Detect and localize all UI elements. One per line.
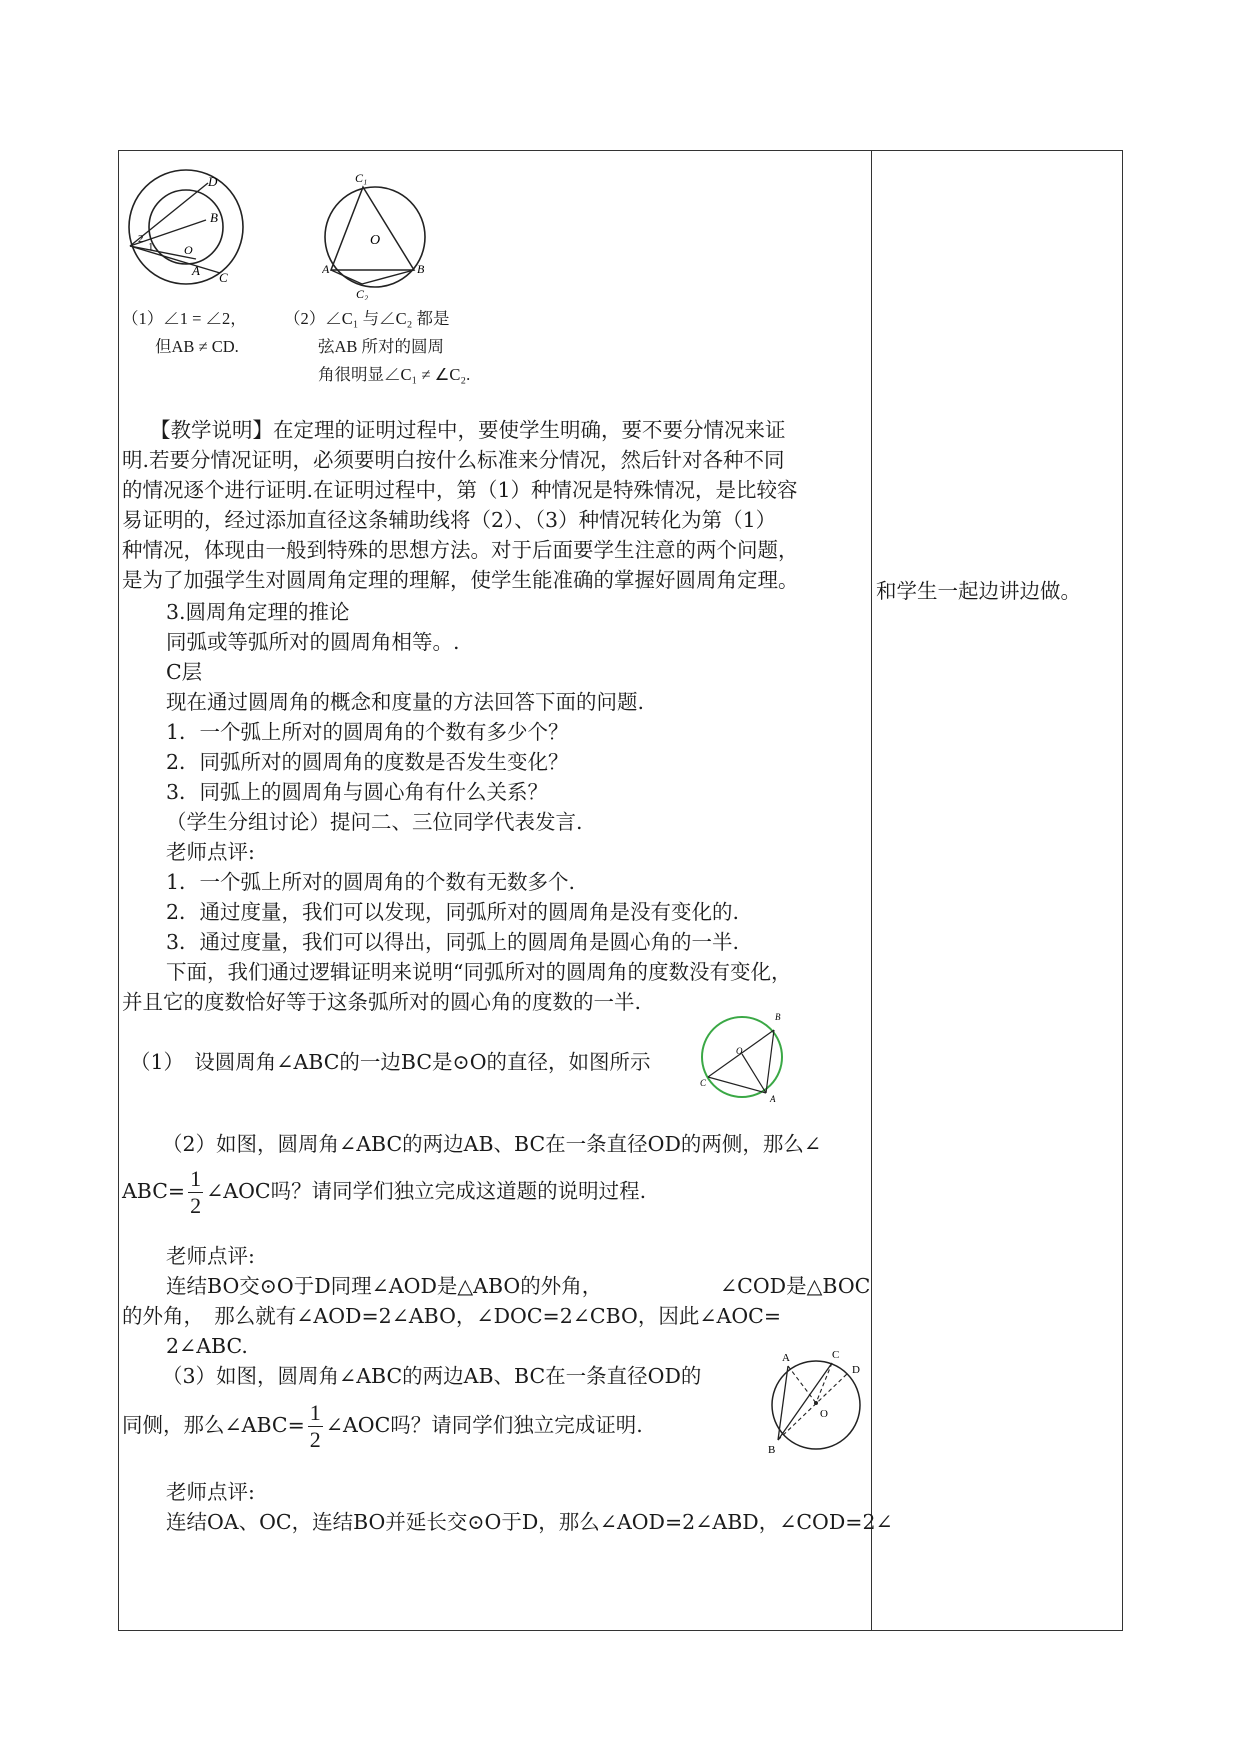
question-2: 2．同弧所对的圆周角的度数是否发生变化？ bbox=[166, 750, 569, 774]
discussion-note: （学生分组讨论）提问二、三位同学代表发言. bbox=[166, 810, 583, 834]
side-column-note: 和学生一起边讲边做。 bbox=[876, 579, 1081, 603]
question-3: 3．同弧上的圆周角与圆心角有什么关系？ bbox=[166, 780, 549, 804]
figure-same-side-case bbox=[762, 1345, 870, 1457]
case-3-proof-1: 连结OA、OC，连结BO并延长交⊙O于D，那么∠AOD=2∠ABD，∠COD=2∠ bbox=[166, 1510, 893, 1534]
formula-abc-2: 同侧，那么∠ABC= bbox=[122, 1413, 305, 1437]
fig4-label-a: A bbox=[782, 1352, 790, 1364]
level-label: C层 bbox=[166, 660, 203, 684]
answer-2: 2．通过度量，我们可以发现，同弧所对的圆周角是没有变化的. bbox=[166, 900, 740, 924]
case-1-text: （1） 设圆周角∠ABC的一边BC是⊙O的直径，如图所示 bbox=[130, 1050, 651, 1074]
fig4-label-b: B bbox=[768, 1444, 776, 1456]
fraction-numerator: 1 bbox=[190, 1166, 202, 1191]
teacher-comment-1: 老师点评: bbox=[166, 840, 255, 864]
case-2-proof-1a: 连结BO交⊙O于D同理∠AOD是△ABO的外角， bbox=[166, 1274, 603, 1298]
teacher-comment-3: 老师点评: bbox=[166, 1480, 255, 1504]
fig2-label-b: B bbox=[417, 262, 425, 276]
para-line-3: 的情况逐个进行证明.在证明过程中，第（1）种情况是特殊情况，是比较容 bbox=[122, 478, 798, 502]
fig2-caption-2: 弦AB 所对的圆周 bbox=[318, 337, 445, 356]
para-line-1: 【教学说明】在定理的证明过程中，要使学生明确，要不要分情况来证 bbox=[150, 418, 786, 442]
fig1-label-b: B bbox=[210, 210, 218, 225]
para-line-4: 易证明的，经过添加直径这条辅助线将（2）、（3）种情况转化为第（1） bbox=[122, 508, 777, 532]
case-3-text: （3）如图，圆周角∠ABC的两边AB、BC在一条直径OD的 bbox=[162, 1364, 702, 1388]
fig3-label-a: A bbox=[770, 1094, 776, 1104]
proof-intro-2: 并且它的度数恰好等于这条弧所对的圆心角的度数的一半. bbox=[122, 990, 642, 1014]
case-2-text: （2）如图，圆周角∠ABC的两边AB、BC在一条直径OD的两侧，那么∠ bbox=[162, 1132, 822, 1156]
proof-intro-1: 下面，我们通过逻辑证明来说明“同弧所对的圆周角的度数没有变化， bbox=[166, 960, 792, 984]
question-intro: 现在通过圆周角的概念和度量的方法回答下面的问题. bbox=[166, 690, 645, 714]
fig4-label-c: C bbox=[832, 1349, 840, 1361]
figure-inscribed-triangle bbox=[322, 168, 442, 300]
fig1-label-1: 1 bbox=[148, 241, 154, 253]
main-column bbox=[122, 150, 893, 1630]
fig3-label-c: C bbox=[700, 1078, 707, 1088]
fig2-caption-1: （2）∠C₁ 与∠C₂ 都是 bbox=[284, 309, 450, 328]
fig2-label-c1: C₁ bbox=[355, 171, 368, 185]
fraction-numerator-2: 1 bbox=[309, 1400, 321, 1425]
question-1: 1．一个弧上所对的圆周角的个数有多少个？ bbox=[166, 720, 569, 744]
fraction-half-2 bbox=[308, 1400, 323, 1453]
answer-1: 1．一个弧上所对的圆周角的个数有无数多个. bbox=[166, 870, 576, 894]
answer-3: 3．通过度量，我们可以得出，同弧上的圆周角是圆心角的一半. bbox=[166, 930, 740, 954]
fig3-label-o: O bbox=[736, 1046, 743, 1056]
figure-concentric-circles bbox=[122, 162, 247, 287]
formula-rest-2: ∠AOC吗？请同学们独立完成证明. bbox=[325, 1413, 643, 1437]
fig2-label-o: O bbox=[370, 233, 381, 248]
case-2-proof-2: 的外角， 那么就有∠AOD=2∠ABO，∠DOC=2∠CBO，因此∠AOC= bbox=[122, 1304, 782, 1328]
case-2-proof-1b: ∠COD是△BOC bbox=[720, 1274, 871, 1298]
fraction-half bbox=[188, 1166, 203, 1219]
corollary-text: 同弧或等弧所对的圆周角相等。. bbox=[166, 630, 460, 654]
para-line-6: 是为了加强学生对圆周角定理的理解，使学生能准确的掌握好圆周角定理。 bbox=[122, 568, 799, 592]
fig4-label-d: D bbox=[852, 1364, 860, 1376]
column-divider bbox=[871, 150, 872, 1631]
case-2-proof-3: 2∠ABC. bbox=[166, 1334, 248, 1358]
fig1-label-d: D bbox=[208, 174, 218, 189]
fig1-caption-2: 但AB ≠ CD. bbox=[155, 337, 239, 356]
fig2-label-c2: C₂ bbox=[356, 287, 369, 300]
formula-abc: ABC= bbox=[122, 1179, 186, 1203]
fraction-denominator: 2 bbox=[190, 1193, 202, 1218]
teacher-comment-2: 老师点评: bbox=[166, 1244, 255, 1268]
para-line-5: 种情况，体现由一般到特殊的思想方法。对于后面要学生注意的两个问题， bbox=[122, 538, 799, 562]
fig1-label-c: C bbox=[219, 270, 228, 285]
fig3-label-b: B bbox=[775, 1012, 781, 1022]
fig1-caption-1: （1）∠1 = ∠2， bbox=[122, 309, 247, 328]
fraction-denominator-2: 2 bbox=[309, 1427, 321, 1452]
case-2-formula bbox=[122, 1166, 646, 1219]
fig1-label-a: A bbox=[192, 263, 200, 278]
figure-diameter-case bbox=[700, 1010, 800, 1104]
fig1-label-o: O bbox=[184, 243, 193, 257]
fig1-label-2: 2 bbox=[138, 233, 144, 245]
fig2-caption-3: 角很明显∠C₁ ≠ ∠C₂. bbox=[318, 365, 471, 384]
formula-rest: ∠AOC吗？请同学们独立完成这道题的说明过程. bbox=[206, 1179, 647, 1203]
case-3-formula bbox=[122, 1400, 643, 1453]
fig4-label-o: O bbox=[820, 1408, 828, 1420]
fig2-label-a: A bbox=[322, 262, 330, 276]
para-line-2: 明.若要分情况证明，必须要明白按什么标准来分情况，然后针对各种不同 bbox=[122, 448, 785, 472]
section-heading: 3.圆周角定理的推论 bbox=[166, 600, 350, 624]
